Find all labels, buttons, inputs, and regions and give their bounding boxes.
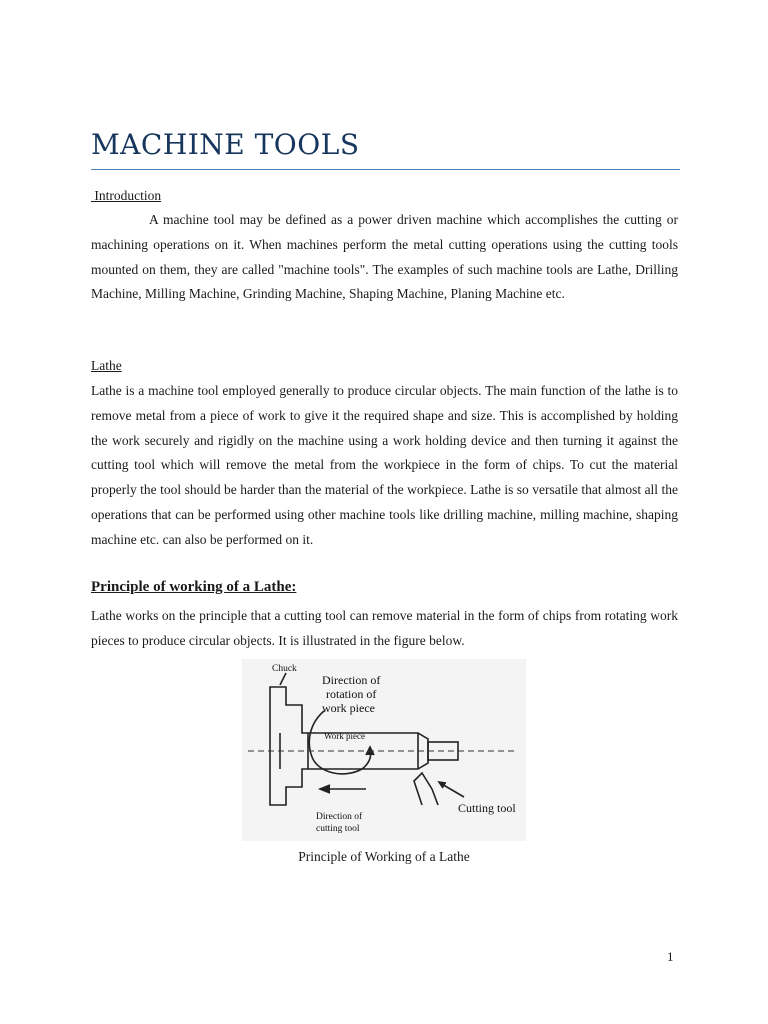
figure-caption: Principle of Working of a Lathe [298, 849, 470, 864]
lathe-principle-figure [242, 659, 526, 841]
chuck-label: Chuck [272, 664, 297, 674]
work-piece-label: Work piece [324, 731, 366, 741]
introduction-heading: Introduction [91, 188, 162, 203]
cutting-tool-label: Cutting tool [458, 801, 516, 815]
page-number: 1 [667, 949, 674, 964]
cutting-direction-label-line1: Direction of [316, 812, 363, 822]
lathe-paragraph: Lathe is a machine tool employed generally to produce circular objects. The main function of the lathe is to remove metal from a piece of work to give it the required shape and size. This is accomplished by holding the work securely and rigidly on the machine using a work holding device and then turning it against the cutting tool which will remove the metal from the workpiece in the form of chips. To cut the material properly the tool should be harder than the material of the workpiece. Lathe is so versatile that almost all the operations that can be performed using other machine tools like drilling machine, milling machine, shaping machine etc. can also be performed on it. [91, 383, 678, 547]
cutting-direction-label-line2: cutting tool [316, 824, 360, 834]
title-divider [91, 169, 680, 170]
introduction-paragraph: A machine tool may be defined as a power driven machine which accomplishes the cutting or machining operations on it. When machines perform the metal cutting operations using the cutting tools mounted on them, they are called "machine tools". The examples of such machine tools are Lathe, Drilling Machine, Milling Machine, Grinding Machine, Shaping Machine, Planing Machine etc. [91, 212, 678, 302]
principle-paragraph: Lathe works on the principle that a cutting tool can remove material in the form of chips from rotating work pieces to produce circular objects. It is illustrated in the figure below. [91, 608, 678, 648]
lathe-diagram [242, 659, 526, 841]
rotation-label-line3: work piece [322, 701, 375, 715]
principle-heading: Principle of working of a Lathe: [91, 579, 297, 595]
page-title: MACHINE TOOLS [91, 128, 360, 161]
lathe-heading: Lathe [91, 358, 122, 373]
rotation-label-line1: Direction of [322, 673, 381, 687]
rotation-label-line2: rotation of [326, 687, 377, 701]
